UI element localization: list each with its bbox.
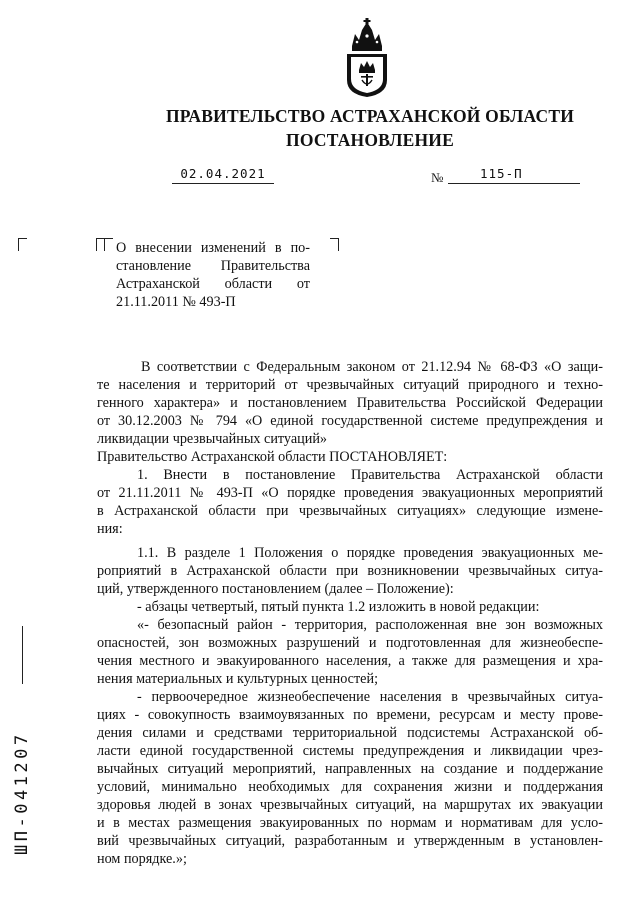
document-type-title: ПОСТАНОВЛЕНИЕ <box>286 130 454 150</box>
body-line: генного характера» и постановлением Правительства Российской Федерации <box>97 395 603 411</box>
body-line: вычайных ситуаций мероприятий, направленных на создание и поддержание <box>97 761 603 777</box>
body-line: «- безопасный район - территория, расположенная вне зон возможных <box>137 617 603 633</box>
subject-line: становление Правительства <box>116 258 310 274</box>
body-line: В соответствии с Федеральным законом от 21.12.94 № 68-ФЗ «О защи- <box>141 359 603 375</box>
subject-line: 21.11.2011 № 493-П <box>116 294 236 310</box>
body-line: чения местного и эвакуированного населения, а также для размещения и хра- <box>97 653 603 669</box>
subject-line: Астраханской области от <box>116 276 310 292</box>
body-line: условий, минимально необходимых для сохранения жизни и поддержания <box>97 779 603 795</box>
document-body <box>97 358 603 868</box>
corner-mark-subject-right <box>330 238 339 251</box>
body-line: ном порядке.»; <box>97 851 187 867</box>
body-line: от 30.12.2003 № 794 «О единой государственной системе предупреждения и <box>97 413 603 429</box>
body-line: те населения и территорий от чрезвычайных ситуаций природного и техно- <box>97 377 603 393</box>
corner-mark-subject-left-inner <box>104 238 113 251</box>
corner-mark-left <box>18 238 27 251</box>
document-date: 02.04.2021 <box>172 166 274 184</box>
body-line: циях - совокупность взаимоувязанных по времени, ресурсам и месту прове- <box>97 707 603 723</box>
subject-line: О внесении изменений в по- <box>116 240 310 256</box>
body-line: нения материальных и культурных ценностей; <box>97 671 379 687</box>
body-line: Правительство Астраханской области ПОСТАНОВЛЯЕТ: <box>97 449 448 465</box>
body-line: в Астраханской области при чрезвычайных ситуациях» следующие измене- <box>97 503 603 519</box>
number-label: № <box>431 170 444 185</box>
body-line: - первоочередное жизнеобеспечение населения в чрезвычайных ситуа- <box>137 689 603 705</box>
body-line: ласти единой государственной системы предупреждения и ликвидации чрез- <box>97 743 603 759</box>
body-line: 1. Внести в постановление Правительства Астраханской области <box>137 467 603 483</box>
body-line: - абзацы четвертый, пятый пункта 1.2 изложить в новой редакции: <box>137 599 540 615</box>
body-line: и в местах размещения эвакуированных по нормам и нормативам для усло- <box>97 815 603 831</box>
body-line: 1.1. В разделе 1 Положения о порядке проведения эвакуационных ме- <box>137 545 603 561</box>
body-line: вий чрезвычайных ситуаций, разработанным и утвержденным в установлен- <box>97 833 603 849</box>
body-line: ния: <box>97 521 123 537</box>
body-line: от 21.11.2011 № 493-П «О порядке проведения эвакуационных мероприятий <box>97 485 603 501</box>
margin-divider <box>22 626 23 684</box>
coat-of-arms-emblem <box>344 18 390 98</box>
document-number: 115-П <box>448 166 580 184</box>
body-line: роприятий в Астраханской области при возникновении чрезвычайных ситуа- <box>97 563 603 579</box>
body-line: дения силами и средствами территориальной подсистемы Астраханской об- <box>97 725 603 741</box>
side-serial-code: ШП-041207 <box>12 731 32 855</box>
body-line: здоровья людей в зонах чрезвычайных ситуаций, на маршрутах их эвакуации <box>97 797 603 813</box>
government-title: ПРАВИТЕЛЬСТВО АСТРАХАНСКОЙ ОБЛАСТИ <box>165 106 575 126</box>
body-line: ликвидации чрезвычайных ситуаций» <box>97 431 327 447</box>
body-line: ций, утвержденного постановлением (далее – Положение): <box>97 581 454 597</box>
body-line: опасностей, зон возможных разрушений и подготовленная для жизнеобеспе- <box>97 635 603 651</box>
document-subject <box>116 239 310 311</box>
